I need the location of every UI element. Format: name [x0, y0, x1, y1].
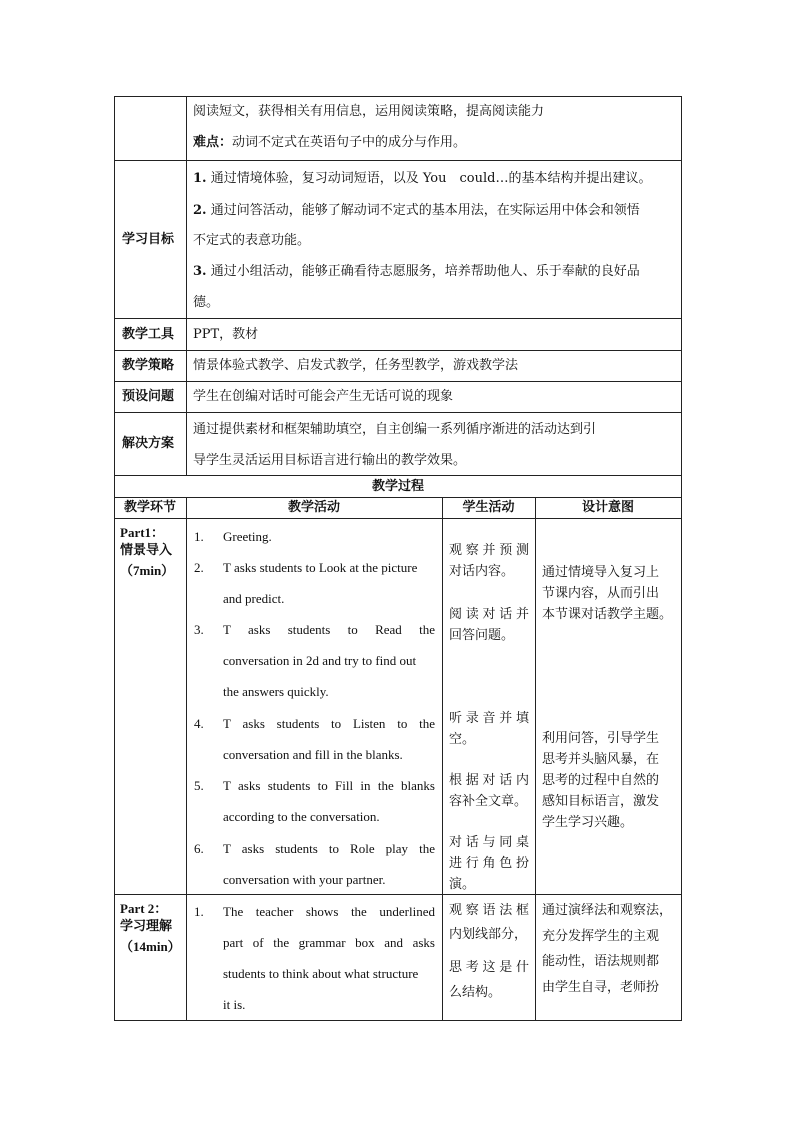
row-line	[114, 412, 682, 413]
row-line	[114, 318, 682, 319]
problem-label: 预设问题	[122, 389, 175, 404]
activity-num: 4.	[194, 716, 204, 731]
activity-num: 2.	[194, 560, 204, 575]
row-line	[114, 518, 682, 519]
objective-item: 1. 通过情境体验，复习动词短语，以及 You could…的基本结构并提出建议。	[193, 171, 652, 186]
difficulty-label: 难点：	[193, 135, 233, 150]
row-line	[114, 96, 682, 97]
solution-line: 导学生灵活运用目标语言进行输出的教学效果。	[193, 453, 467, 468]
part2-label: Part 2：	[120, 901, 168, 916]
objective-item: 3. 通过小组活动，能够正确看待志愿服务，培养帮助他人、乐于奉献的良好品	[193, 264, 640, 279]
design-intent: 充分发挥学生的主观	[542, 929, 660, 944]
difficulty-line	[193, 135, 466, 151]
row-line	[114, 160, 682, 161]
tools-value: PPT，教材	[193, 327, 259, 342]
activity-num: 3.	[194, 622, 204, 637]
activity-text: students to think about what structure	[223, 966, 419, 981]
activity-text: T asks students to Listen to the	[223, 716, 435, 731]
student-activity: 观察语法框	[449, 903, 529, 918]
activity-text: T asks students to Fill in the blanks	[223, 778, 435, 793]
strategy-value: 情景体验式教学、启发式教学，任务型教学，游戏教学法	[193, 358, 519, 373]
design-intent: 通过情境导入复习上	[542, 565, 660, 580]
header-design-intent: 设计意图	[581, 500, 634, 515]
design-intent: 能动性，语法规则都	[542, 954, 660, 969]
strategy-label: 教学策略	[122, 358, 175, 373]
student-activity: 回答问题。	[449, 628, 515, 643]
design-intent: 思考并头脑风暴，在	[542, 752, 660, 767]
activity-text: conversation with your partner.	[223, 872, 386, 887]
activity-text: Greeting.	[223, 529, 272, 544]
activity-text: conversation and fill in the blanks.	[223, 747, 403, 762]
student-activity: 内划线部分，	[449, 927, 528, 942]
activity-num: 5.	[194, 778, 204, 793]
col-line	[186, 96, 187, 475]
activity-text: conversation in 2d and try to find out	[223, 653, 417, 668]
design-intent: 由学生自寻，老师扮	[542, 980, 660, 995]
student-activity: 观察并预测	[449, 543, 529, 558]
design-intent: 利用问答，引导学生	[542, 731, 660, 746]
student-activity: 阅读对话并	[449, 607, 529, 622]
row-line	[114, 1020, 682, 1021]
part2-label: 学习理解	[120, 919, 173, 934]
row-line	[114, 475, 682, 476]
activity-text: according to the conversation.	[223, 809, 380, 824]
row-line	[114, 497, 682, 498]
student-activity: 容补全文章。	[449, 794, 528, 809]
activity-text: it is.	[223, 997, 246, 1012]
design-intent: 学生学习兴趣。	[542, 815, 634, 830]
activity-num: 1.	[194, 904, 204, 919]
activity-text: T asks students to Read the	[223, 622, 435, 637]
objective-item: 2. 通过问答活动，能够了解动词不定式的基本用法，在实际运用中体会和领悟	[193, 203, 640, 218]
problem-value: 学生在创编对话时可能会产生无话可说的现象	[193, 389, 454, 404]
row-line	[114, 350, 682, 351]
col-line	[681, 96, 682, 1021]
col-line	[114, 96, 115, 1021]
activity-text: and predict.	[223, 591, 285, 606]
activity-num: 1.	[194, 529, 204, 544]
difficulty-text: 动词不定式在英语句子中的成分与作用。	[232, 135, 467, 150]
col-line	[442, 497, 443, 1021]
student-activity: 么结构。	[449, 985, 502, 1000]
row-line	[114, 381, 682, 382]
design-intent: 通过演绎法和观察法，	[542, 903, 673, 918]
student-activity: 空。	[449, 732, 476, 747]
part1-label: Part1：	[120, 525, 165, 540]
col-line	[186, 497, 187, 1021]
objective-item-cont: 德。	[193, 295, 220, 310]
activity-text: part of the grammar box and asks	[223, 935, 435, 950]
objectives-label: 学习目标	[122, 232, 175, 247]
part1-label: （7min）	[120, 563, 175, 578]
activity-text: T asks students to Look at the picture	[223, 560, 418, 575]
objective-item-cont: 不定式的表意功能。	[193, 233, 311, 248]
student-activity: 听录音并填	[449, 711, 529, 726]
activity-text: T asks students to Role play the	[223, 841, 435, 856]
tools-label: 教学工具	[122, 327, 175, 342]
activity-text: the answers quickly.	[223, 684, 329, 699]
design-intent: 思考的过程中自然的	[542, 773, 660, 788]
student-activity: 思考这是什	[449, 960, 529, 975]
student-activity: 对话内容。	[449, 564, 515, 579]
row-line	[114, 894, 682, 895]
activity-text: The teacher shows the underlined	[223, 904, 435, 919]
col-line	[535, 497, 536, 1021]
student-activity: 对话与同桌	[449, 835, 529, 850]
header-student-activity: 学生活动	[462, 500, 515, 515]
solution-line: 通过提供素材和框架辅助填空，自主创编一系列循序渐进的活动达到引	[193, 422, 597, 437]
header-stage: 教学环节	[123, 500, 176, 515]
process-title: 教学过程	[371, 479, 424, 494]
reading-goal-text: 阅读短文，获得相关有用信息，运用阅读策略，提高阅读能力	[193, 104, 545, 119]
student-activity: 进行角色扮	[449, 856, 529, 871]
header-teacher-activity: 教学活动	[287, 500, 340, 515]
activity-num: 6.	[194, 841, 204, 856]
design-intent: 感知目标语言，激发	[542, 794, 660, 809]
part1-label: 情景导入	[120, 543, 173, 558]
student-activity: 演。	[449, 877, 476, 892]
solution-label: 解决方案	[122, 436, 175, 451]
design-intent: 本节课对话教学主题。	[542, 607, 673, 622]
student-activity: 根据对话内	[449, 773, 529, 788]
part2-label: （14min）	[120, 939, 181, 954]
design-intent: 节课内容，从而引出	[542, 586, 660, 601]
